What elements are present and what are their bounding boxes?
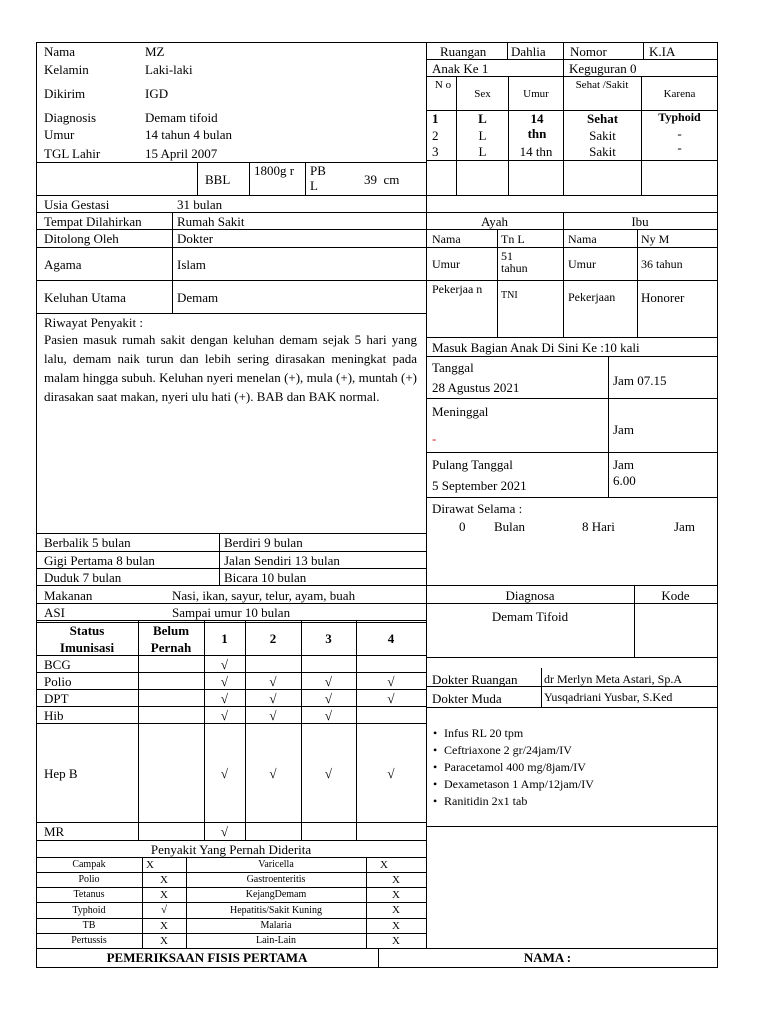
disease-mark: √ xyxy=(160,904,168,916)
dokter-ruangan-label: Dokter Ruangan xyxy=(432,672,518,687)
imm-mark: √ xyxy=(269,766,277,781)
diagnosa-value: Demam Tifoid xyxy=(491,609,569,624)
disease-name: Malaria xyxy=(260,920,292,931)
ibu-umur: 36 tahun xyxy=(641,257,683,271)
keluhan-label: Keluhan Utama xyxy=(44,290,126,305)
disease-mark: X xyxy=(380,859,388,871)
usia-gestasi-value: 31 bulan xyxy=(177,197,223,212)
sib-no-header: N o xyxy=(434,79,452,91)
border-top xyxy=(36,42,718,43)
footer-pemeriksaan: PEMERIKSAAN FISIS PERTAMA xyxy=(106,950,308,965)
imm-col-3: 3 xyxy=(325,631,332,646)
imm-name: DPT xyxy=(44,691,69,706)
imm-mark: √ xyxy=(387,766,395,781)
kelamin-value: Laki-laki xyxy=(145,62,193,77)
dokter-muda: Yusqadriani Yusbar, S.Ked xyxy=(544,690,673,704)
imm-mark: √ xyxy=(269,691,277,706)
disease-name: Polio xyxy=(78,874,100,885)
imm-mark: √ xyxy=(220,708,229,723)
keluhan-value: Demam xyxy=(177,290,219,305)
ayah-umur: 51 tahun xyxy=(501,249,528,275)
sib-no: 2 xyxy=(432,128,439,143)
imm-mark: √ xyxy=(324,691,333,706)
meninggal-value: - xyxy=(432,431,437,446)
imm-mark: √ xyxy=(324,708,333,723)
nama-label: Nama xyxy=(44,44,76,59)
berdiri: Berdiri 9 bulan xyxy=(224,535,303,550)
jam-label: Jam xyxy=(674,519,695,534)
pulang-value: 5 September 2021 xyxy=(432,478,527,493)
ditolong-label: Ditolong Oleh xyxy=(44,231,119,246)
riwayat-text: Pasien masuk rumah sakit dengan keluhan demam sejak 5 hari yang lalu, demam naik turun dan lebih sering dirasakan meningkat pada malam hingga subuh. Keluhan nyeri menelan (+), mula (+), muntah (+) dirasakan saat makan, nyeri ulu hati (+). BAB dan BAK normal. xyxy=(44,332,417,404)
imm-pernah: Pernah xyxy=(150,640,192,655)
dirawat-label: Dirawat Selama : xyxy=(432,501,523,516)
makanan-value: Nasi, ikan, sayur, telur, ayam, buah xyxy=(172,588,356,603)
pulang-label: Pulang Tanggal xyxy=(432,457,513,472)
sib-sex: L xyxy=(478,128,487,143)
imm-col-4: 4 xyxy=(387,631,395,646)
disease-name: Varicella xyxy=(258,859,294,870)
tgl-lahir-label: TGL Lahir xyxy=(44,146,101,161)
disease-mark: X xyxy=(392,935,400,947)
border-left xyxy=(36,42,37,968)
umur-value: 14 tahun 4 bulan xyxy=(145,127,233,142)
ditolong-value: Dokter xyxy=(177,231,214,246)
disease-name: Gastroenteritis xyxy=(246,874,306,885)
bulan-label: Bulan xyxy=(494,519,526,534)
imm-mark: √ xyxy=(387,674,395,689)
dikirim-value: IGD xyxy=(145,86,169,101)
dokter-ruangan: dr Merlyn Meta Astari, Sp.A xyxy=(544,672,682,686)
ayah-pekerjaan-label: Pekerjaa n xyxy=(432,282,483,296)
imm-mark: √ xyxy=(324,766,333,781)
disease-mark: X xyxy=(160,889,168,901)
kode-header: Kode xyxy=(661,588,690,603)
disease-name: Typhoid xyxy=(72,905,106,916)
jam-pulang: 6.00 xyxy=(613,473,636,488)
umur-label: Umur xyxy=(44,127,75,142)
tempat-label: Tempat Dilahirkan xyxy=(44,214,142,229)
tempat-value: Rumah Sakit xyxy=(177,214,245,229)
ayah-nama-label: Nama xyxy=(432,232,461,246)
dokter-muda-label: Dokter Muda xyxy=(432,691,502,706)
kelamin-label: Kelamin xyxy=(44,62,89,77)
imm-mark: √ xyxy=(220,674,229,689)
agama-value: Islam xyxy=(177,257,206,272)
jalan-sendiri: Jalan Sendiri 13 bulan xyxy=(224,553,340,568)
disease-name: Lain-Lain xyxy=(256,935,296,946)
sib-karena: - xyxy=(677,140,682,155)
ibu-header: Ibu xyxy=(631,214,649,229)
imm-name: MR xyxy=(44,824,65,839)
tanggal-value: 28 Agustus 2021 xyxy=(432,380,520,395)
imm-name: Hep B xyxy=(44,766,78,781)
disease-mark: X xyxy=(160,935,168,947)
nomor-value: K.IA xyxy=(649,44,676,59)
agama-label: Agama xyxy=(44,257,82,272)
sib-sex-header: Sex xyxy=(474,88,491,100)
pbl-label: PB L xyxy=(310,163,326,193)
ibu-nama-label: Nama xyxy=(568,232,597,246)
disease-mark: X xyxy=(392,874,400,886)
makanan-label: Makanan xyxy=(44,588,93,603)
masuk-bagian: Masuk Bagian Anak Di Sini Ke :10 kali xyxy=(432,340,640,355)
imm-imunisasi: Imunisasi xyxy=(59,640,115,655)
duduk: Duduk 7 bulan xyxy=(44,570,122,585)
imm-name: Polio xyxy=(44,674,72,689)
imm-mark: √ xyxy=(269,674,277,689)
imm-mark: √ xyxy=(220,766,229,781)
sib-sehat-header: Sehat /Sakit xyxy=(575,79,629,91)
tgl-lahir-value: 15 April 2007 xyxy=(145,146,218,161)
jam-masuk: Jam 07.15 xyxy=(613,373,667,388)
disease-mark: X xyxy=(392,904,400,916)
imm-mark: √ xyxy=(220,657,229,672)
dikirim-label: Dikirim xyxy=(44,86,86,101)
disease-mark: X xyxy=(160,920,168,932)
ayah-umur-label: Umur xyxy=(432,257,460,271)
footer-nama: NAMA : xyxy=(523,950,572,965)
sib-sehat: Sakit xyxy=(589,144,616,159)
riwayat-label: Riwayat Penyakit : xyxy=(44,315,143,330)
diseases-title: Penyakit Yang Pernah Diderita xyxy=(150,842,312,857)
ibu-umur-label: Umur xyxy=(568,257,596,271)
medication-list xyxy=(432,725,594,810)
imm-mark: √ xyxy=(220,691,229,706)
bbl-label: BBL xyxy=(205,172,231,187)
disease-name: Pertussis xyxy=(71,935,107,946)
ayah-pekerjaan: TNI xyxy=(501,290,518,301)
disease-mark: X xyxy=(392,920,400,932)
disease-mark: X xyxy=(146,859,154,871)
imm-col-1: 1 xyxy=(221,631,228,646)
sib-sex: L xyxy=(478,111,487,126)
meninggal-label: Meninggal xyxy=(432,404,489,419)
usia-gestasi-label: Usia Gestasi xyxy=(44,197,110,212)
imm-status: Status xyxy=(69,623,105,638)
ibu-pekerjaan: Honorer xyxy=(641,290,685,305)
nama-value: MZ xyxy=(145,44,165,59)
sib-umur: 14 thn xyxy=(527,111,547,141)
disease-name: Campak xyxy=(72,859,106,870)
diagnosa-header: Diagnosa xyxy=(505,588,555,603)
ruangan-value: Dahlia xyxy=(511,44,546,59)
jam-pulang-label: Jam xyxy=(613,457,634,472)
disease-mark: X xyxy=(392,889,400,901)
border-bottom xyxy=(36,967,718,968)
ruangan-label: Ruangan xyxy=(440,44,487,59)
border-right xyxy=(717,42,718,968)
sib-karena: Typhoid xyxy=(658,110,701,124)
sib-umur: 14 thn xyxy=(519,144,553,159)
sib-karena: - xyxy=(677,126,682,141)
imm-belum: Belum xyxy=(152,623,190,638)
bbl-value: 1800g r xyxy=(254,163,295,178)
jam-meninggal: Jam xyxy=(613,422,634,437)
sib-no: 1 xyxy=(432,111,439,126)
disease-name: Hepatitis/Sakit Kuning xyxy=(230,905,322,916)
disease-name: Tetanus xyxy=(73,889,105,900)
asi-value: Sampai umur 10 bulan xyxy=(172,605,291,620)
ayah-header: Ayah xyxy=(481,214,508,229)
column-divider xyxy=(426,42,427,949)
ibu-nama: Ny M xyxy=(641,232,670,246)
berbalik: Berbalik 5 bulan xyxy=(44,535,131,550)
imm-mark: √ xyxy=(269,708,277,723)
nomor-label: Nomor xyxy=(570,44,607,59)
imm-col-2: 2 xyxy=(269,631,277,646)
imm-mark: √ xyxy=(324,674,333,689)
medication-item: • Dexametason 1 Amp/12jam/IV xyxy=(444,776,594,793)
ibu-pekerjaan-label: Pekerjaan xyxy=(568,290,616,304)
sib-sehat: Sakit xyxy=(589,128,616,143)
imm-mark: √ xyxy=(220,824,229,839)
imm-mark: √ xyxy=(387,691,395,706)
medication-item: • Ranitidin 2x1 tab xyxy=(444,793,594,810)
diagnosis-label: Diagnosis xyxy=(44,110,96,125)
sib-sehat: Sehat xyxy=(586,111,619,126)
anak-ke: Anak Ke 1 xyxy=(432,61,489,76)
disease-name: KejangDemam xyxy=(245,889,307,900)
dirawat-bulan: 0 xyxy=(459,519,466,534)
disease-name: TB xyxy=(82,920,96,931)
medication-item: • Ceftriaxone 2 gr/24jam/IV xyxy=(444,742,594,759)
sib-umur-header: Umur xyxy=(523,88,549,100)
asi-label: ASI xyxy=(44,605,65,620)
diagnosis-value: Demam tifoid xyxy=(145,110,218,125)
disease-mark: X xyxy=(160,874,168,886)
imm-name: Hib xyxy=(44,708,64,723)
medication-item: • Infus RL 20 tpm xyxy=(444,725,594,742)
sib-no: 3 xyxy=(432,144,439,159)
imm-name: BCG xyxy=(44,657,71,672)
pbl-value: 39 cm xyxy=(364,172,400,187)
keguguran: Keguguran 0 xyxy=(569,61,637,76)
tanggal-label: Tanggal xyxy=(432,360,474,375)
sib-sex: L xyxy=(478,144,487,159)
sib-karena-header: Karena xyxy=(663,88,696,100)
ayah-nama: Tn L xyxy=(501,232,525,246)
bicara: Bicara 10 bulan xyxy=(224,570,307,585)
medication-item: • Paracetamol 400 mg/8jam/IV xyxy=(444,759,594,776)
dirawat-hari: 8 Hari xyxy=(582,519,615,534)
gigi-pertama: Gigi Pertama 8 bulan xyxy=(44,553,155,568)
